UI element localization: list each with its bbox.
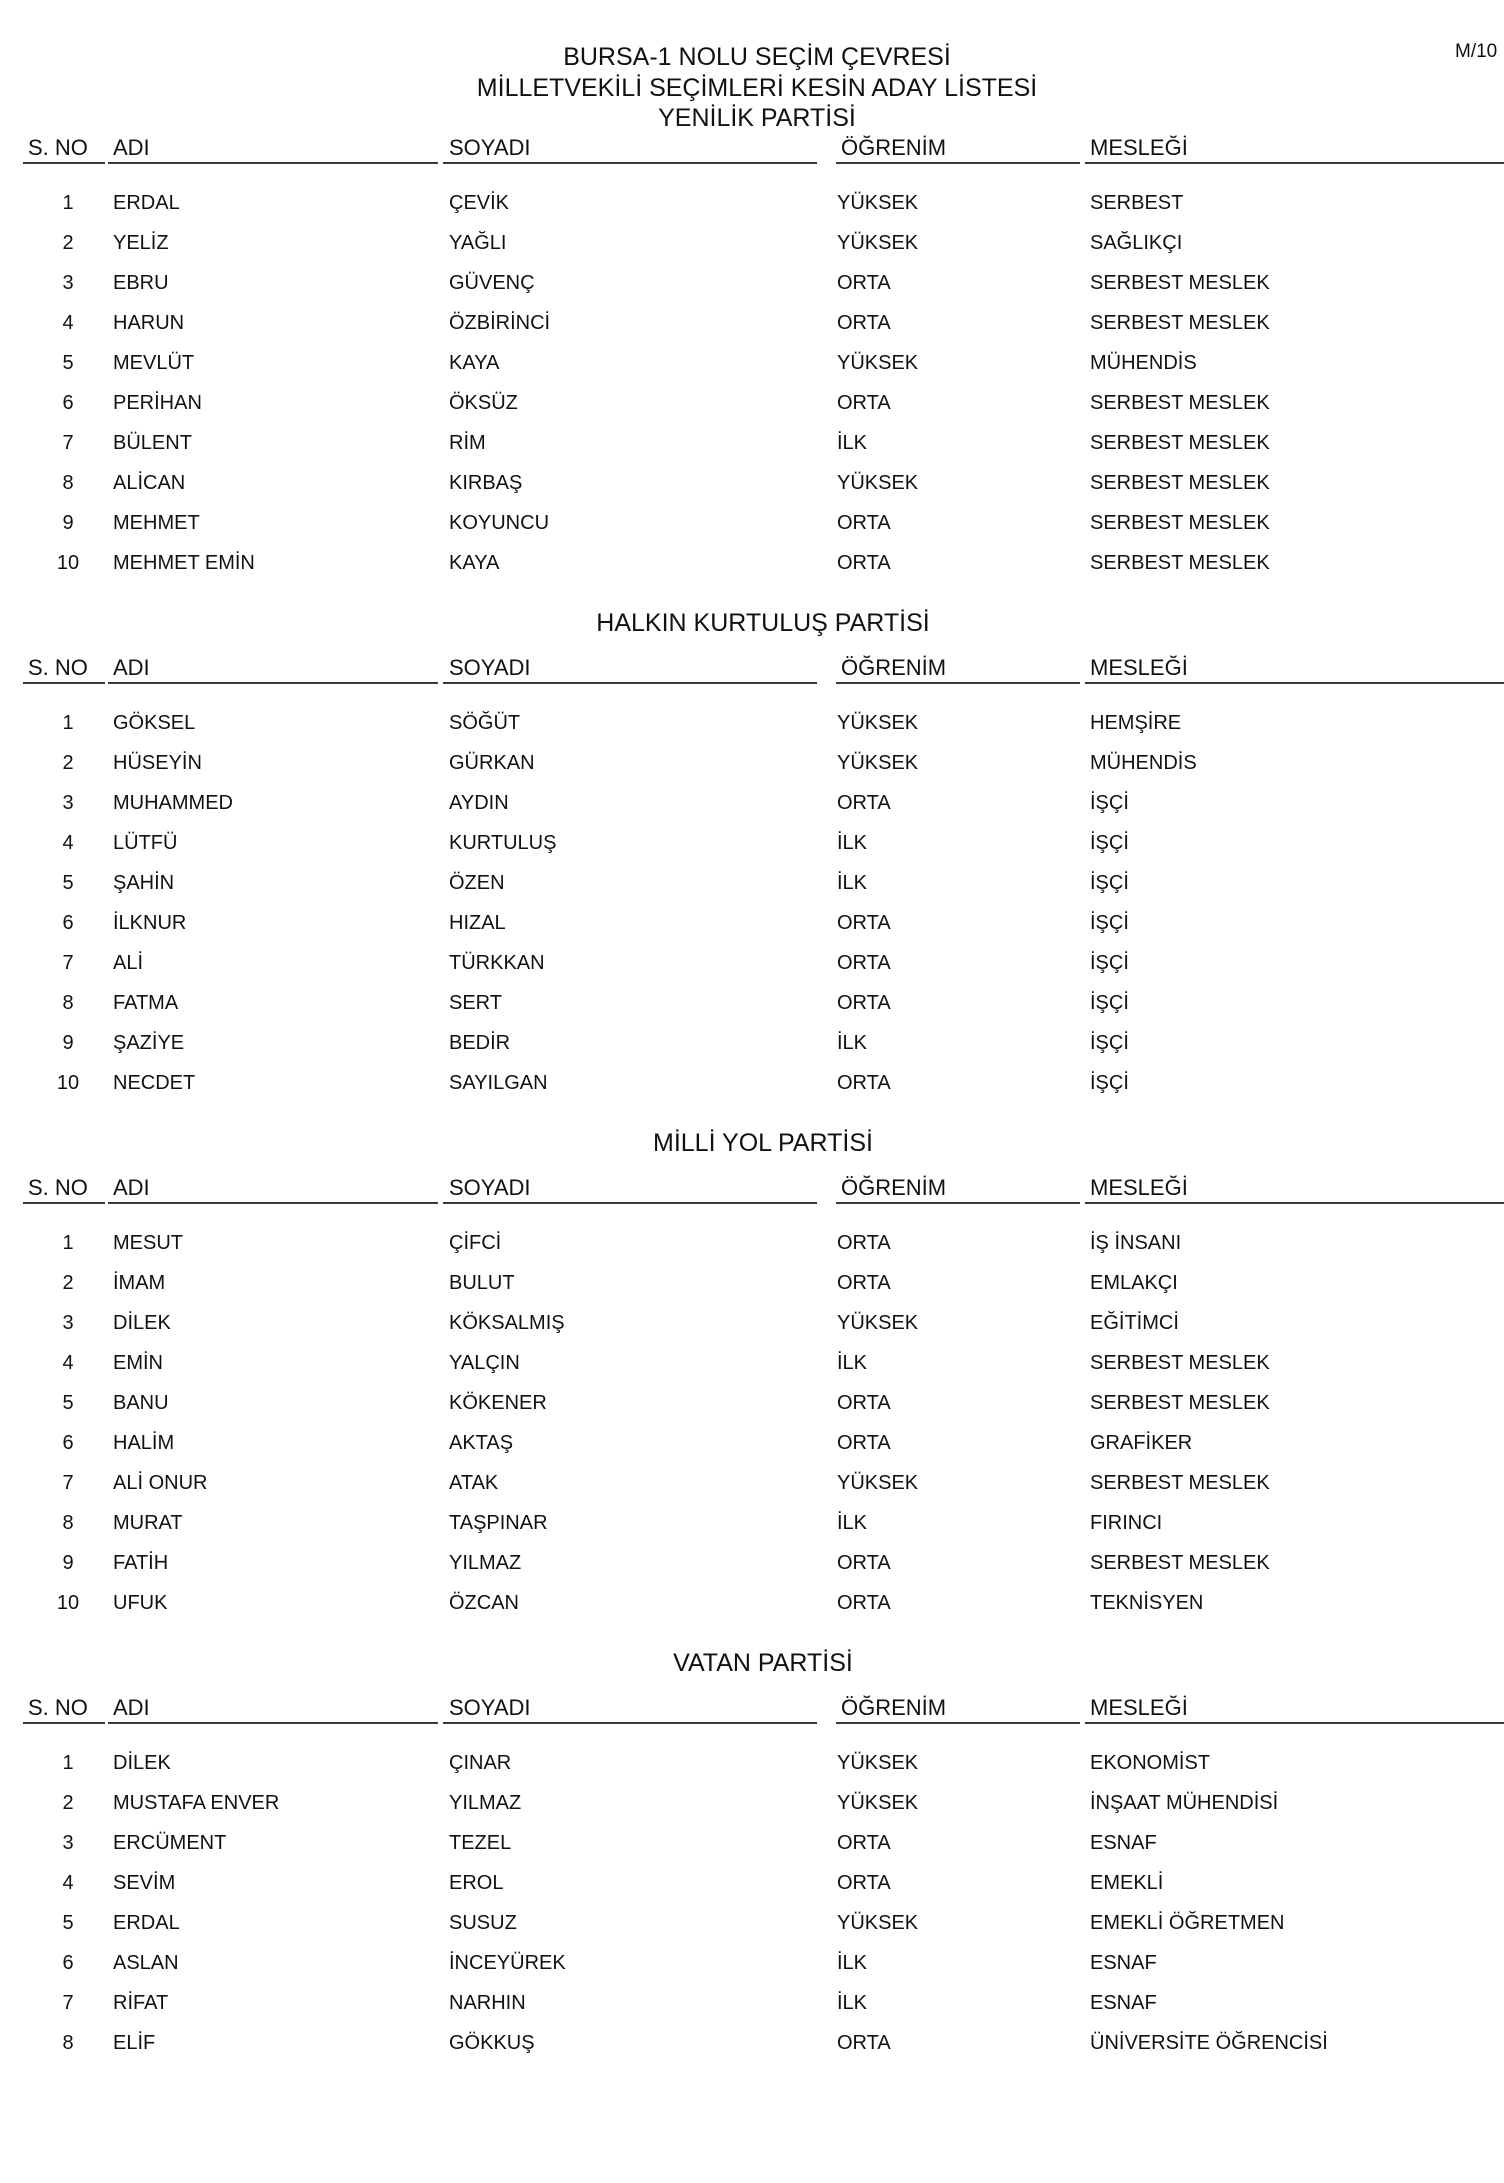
candidate-no: 5 [62,872,74,894]
candidate-education: YÜKSEK [837,1472,919,1494]
candidate-row [0,783,1504,823]
candidate-no: 6 [62,392,74,414]
candidate-occupation: İŞÇİ [1090,952,1129,974]
candidate-last-name: YILMAZ [449,1552,522,1574]
candidate-row [0,823,1504,863]
candidate-education: ORTA [837,512,891,534]
candidate-first-name: ŞAZİYE [113,1032,185,1054]
candidate-education: ORTA [837,392,891,414]
candidate-no: 10 [56,1072,80,1094]
candidate-no: 7 [62,1472,74,1494]
candidate-row [0,1023,1504,1063]
candidate-no: 1 [62,1752,74,1774]
candidate-first-name: MURAT [113,1512,183,1534]
candidate-row [0,2023,1504,2063]
candidate-occupation: TEKNİSYEN [1090,1592,1204,1614]
candidate-first-name: YELİZ [113,232,169,254]
candidate-no: 1 [62,192,74,214]
candidate-first-name: ASLAN [113,1952,179,1974]
candidate-no: 7 [62,1992,74,2014]
candidate-occupation: SERBEST MESLEK [1090,1392,1270,1414]
candidate-education: ORTA [837,992,891,1014]
candidate-education: ORTA [837,1232,891,1254]
candidate-occupation: İNŞAAT MÜHENDİSİ [1090,1792,1279,1814]
candidate-last-name: AKTAŞ [449,1432,514,1454]
candidate-occupation: SERBEST MESLEK [1090,392,1270,414]
candidate-row [0,1983,1504,2023]
candidate-last-name: TEZEL [449,1832,512,1854]
candidate-last-name: ÖZBİRİNCİ [449,312,551,334]
candidate-occupation: EMEKLİ [1090,1872,1164,1894]
candidate-occupation: SERBEST MESLEK [1090,312,1270,334]
candidate-no: 8 [62,472,74,494]
candidate-education: ORTA [837,1272,891,1294]
candidate-first-name: BANU [113,1392,169,1414]
column-header-no: S. NO [28,1695,88,1720]
candidate-occupation: EMLAKÇI [1090,1272,1178,1294]
candidate-first-name: MEHMET [113,512,200,534]
candidate-row [0,903,1504,943]
candidate-occupation: İŞÇİ [1090,912,1129,934]
party-section-1 [0,103,1504,623]
candidate-row [0,1783,1504,1823]
candidate-last-name: GÜRKAN [449,752,535,774]
candidate-education: ORTA [837,912,891,934]
candidate-last-name: AYDIN [449,792,509,814]
candidate-last-name: KÖKSALMIŞ [449,1312,565,1334]
candidate-row [0,1423,1504,1463]
candidate-row [0,503,1504,543]
candidate-first-name: MUHAMMED [113,792,233,814]
column-header-ogrenim: ÖĞRENİM [841,135,947,160]
header-underline-ogrenim [836,1202,1080,1204]
candidate-first-name: MEVLÜT [113,352,195,374]
candidate-no: 7 [62,952,74,974]
candidate-education: İLK [837,1032,868,1054]
candidate-row [0,543,1504,583]
candidate-first-name: DİLEK [113,1312,171,1334]
candidate-occupation: SERBEST MESLEK [1090,1552,1270,1574]
candidate-first-name: EBRU [113,272,169,294]
candidate-occupation: SERBEST MESLEK [1090,272,1270,294]
candidate-no: 9 [62,512,74,534]
column-header-soyadi: SOYADI [449,1695,531,1720]
candidate-occupation: SERBEST MESLEK [1090,432,1270,454]
column-header-no: S. NO [28,135,88,160]
party-title: MİLLİ YOL PARTİSİ [653,1129,873,1157]
header-underline-no [23,682,105,684]
header-underline-soyadi [443,682,817,684]
header-underline-meslek [1085,162,1504,164]
party-title: YENİLİK PARTİSİ [658,104,856,132]
candidate-last-name: KOYUNCU [449,512,550,534]
party-title: VATAN PARTİSİ [673,1649,853,1677]
candidate-no: 6 [62,1952,74,1974]
candidate-last-name: NARHIN [449,1992,526,2014]
candidate-education: ORTA [837,792,891,814]
candidate-occupation: SERBEST MESLEK [1090,1472,1270,1494]
candidate-first-name: LÜTFÜ [113,832,178,854]
candidate-first-name: ERDAL [113,192,180,214]
candidate-education: ORTA [837,1072,891,1094]
candidate-education: ORTA [837,312,891,334]
column-header-adi: ADI [113,135,150,160]
candidate-occupation: İŞÇİ [1090,1032,1129,1054]
candidate-occupation: SERBEST MESLEK [1090,512,1270,534]
candidate-last-name: SAYILGAN [449,1072,548,1094]
header-underline-ogrenim [836,682,1080,684]
column-header-adi: ADI [113,1175,150,1200]
column-header-ogrenim: ÖĞRENİM [841,1175,947,1200]
candidate-first-name: İLKNUR [113,912,187,934]
candidate-no: 8 [62,992,74,1014]
candidate-first-name: ALİ ONUR [113,1472,208,1494]
candidate-row [0,263,1504,303]
candidate-education: YÜKSEK [837,1312,919,1334]
candidate-first-name: FATİH [113,1552,169,1574]
candidate-first-name: MEHMET EMİN [113,552,255,574]
candidate-no: 8 [62,2032,74,2054]
candidate-no: 4 [62,1352,74,1374]
header-underline-meslek [1085,1202,1504,1204]
candidate-first-name: ALİ [113,952,144,974]
candidate-occupation: İŞÇİ [1090,832,1129,854]
candidate-row [0,703,1504,743]
candidate-education: YÜKSEK [837,472,919,494]
candidate-no: 3 [62,1312,74,1334]
candidate-education: ORTA [837,552,891,574]
candidate-row [0,1583,1504,1623]
candidate-occupation: İŞ İNSANI [1090,1232,1182,1254]
party-section-3 [0,1129,1504,1663]
candidate-last-name: ÇINAR [449,1752,512,1774]
candidate-occupation: EĞİTİMCİ [1090,1312,1179,1334]
candidate-no: 1 [62,712,74,734]
candidate-last-name: SÖĞÜT [449,712,521,734]
candidate-row [0,1743,1504,1783]
candidate-no: 8 [62,1512,74,1534]
column-header-no: S. NO [28,655,88,680]
candidate-row [0,1303,1504,1343]
header-underline-no [23,162,105,164]
candidate-last-name: GÖKKUŞ [449,2032,535,2054]
column-header-ogrenim: ÖĞRENİM [841,1695,947,1720]
candidate-education: ORTA [837,1832,891,1854]
candidate-occupation: ESNAF [1090,1952,1157,1974]
candidate-last-name: SERT [449,992,502,1014]
header-underline-adi [108,162,438,164]
candidate-first-name: EMİN [113,1352,163,1374]
candidate-education: İLK [837,1952,868,1974]
candidate-last-name: EROL [449,1872,504,1894]
candidate-no: 4 [62,832,74,854]
candidate-row [0,1903,1504,1943]
header-underline-no [23,1722,105,1724]
candidate-last-name: KAYA [449,352,500,374]
candidate-last-name: HIZAL [449,912,506,934]
candidate-education: ORTA [837,1872,891,1894]
candidate-no: 3 [62,792,74,814]
candidate-first-name: UFUK [113,1592,168,1614]
candidate-occupation: İŞÇİ [1090,1072,1129,1094]
candidate-last-name: KÖKENER [449,1392,547,1414]
header-underline-ogrenim [836,162,1080,164]
candidate-first-name: DİLEK [113,1752,171,1774]
candidate-education: İLK [837,872,868,894]
candidate-education: İLK [837,1992,868,2014]
header-underline-adi [108,1202,438,1204]
candidate-occupation: ÜNİVERSİTE ÖĞRENCİSİ [1090,2032,1328,2054]
candidate-education: YÜKSEK [837,712,919,734]
candidate-first-name: ELİF [113,2032,156,2054]
candidate-no: 1 [62,1232,74,1254]
candidate-last-name: KURTULUŞ [449,832,557,854]
candidate-last-name: YILMAZ [449,1792,522,1814]
header-underline-meslek [1085,682,1504,684]
candidate-last-name: KAYA [449,552,500,574]
candidate-first-name: HALİM [113,1432,175,1454]
candidate-last-name: ÖZCAN [449,1592,519,1614]
candidate-education: ORTA [837,272,891,294]
candidate-no: 2 [62,232,74,254]
candidate-occupation: SERBEST MESLEK [1090,1352,1270,1374]
page-id: M/10 [1455,41,1498,62]
column-header-soyadi: SOYADI [449,655,531,680]
candidate-last-name: TAŞPINAR [449,1512,548,1534]
column-header-meslek: MESLEĞİ [1090,135,1188,160]
party-title: HALKIN KURTULUŞ PARTİSİ [596,609,930,637]
candidate-education: ORTA [837,1592,891,1614]
header-underline-meslek [1085,1722,1504,1724]
candidate-education: YÜKSEK [837,192,919,214]
candidate-no: 10 [56,1592,80,1614]
candidate-first-name: PERİHAN [113,392,202,414]
party-section-4 [0,1649,1504,2183]
column-header-soyadi: SOYADI [449,135,531,160]
candidate-first-name: SEVİM [113,1872,176,1894]
candidate-no: 10 [56,552,80,574]
party-section-2 [0,609,1504,1143]
header-underline-soyadi [443,1722,817,1724]
candidate-last-name: YAĞLI [449,232,507,254]
candidate-occupation: EKONOMİST [1090,1752,1211,1774]
candidate-no: 9 [62,1032,74,1054]
candidate-first-name: MESUT [113,1232,183,1254]
candidate-row [0,1863,1504,1903]
candidate-row [0,303,1504,343]
candidate-row [0,743,1504,783]
candidate-occupation: SAĞLIKÇI [1090,232,1183,254]
candidate-education: YÜKSEK [837,1792,919,1814]
candidate-row [0,463,1504,503]
candidate-no: 7 [62,432,74,454]
candidate-occupation: İŞÇİ [1090,992,1129,1014]
header-underline-soyadi [443,162,817,164]
column-header-no: S. NO [28,1175,88,1200]
candidate-last-name: YALÇIN [449,1352,520,1374]
candidate-no: 2 [62,1272,74,1294]
candidate-last-name: RİM [449,432,486,454]
candidate-education: YÜKSEK [837,752,919,774]
document-title-line-2: MİLLETVEKİLİ SEÇİMLERİ KESİN ADAY LİSTESİ [476,74,1038,102]
column-header-adi: ADI [113,1695,150,1720]
column-header-meslek: MESLEĞİ [1090,655,1188,680]
candidate-last-name: TÜRKKAN [449,952,545,974]
candidate-occupation: SERBEST MESLEK [1090,552,1270,574]
header-underline-soyadi [443,1202,817,1204]
candidate-first-name: ERCÜMENT [113,1832,227,1854]
candidate-row [0,1343,1504,1383]
candidate-education: YÜKSEK [837,352,919,374]
candidate-row [0,863,1504,903]
candidate-occupation: FIRINCI [1090,1512,1163,1534]
candidate-first-name: HARUN [113,312,185,334]
candidate-education: İLK [837,832,868,854]
candidate-first-name: HÜSEYİN [113,752,202,774]
candidate-row [0,1463,1504,1503]
candidate-occupation: GRAFİKER [1090,1432,1193,1454]
document-title-line-1: BURSA-1 NOLU SEÇİM ÇEVRESİ [563,43,951,71]
candidate-row [0,1063,1504,1103]
candidate-first-name: MUSTAFA ENVER [113,1792,280,1814]
header-underline-no [23,1202,105,1204]
candidate-last-name: SUSUZ [449,1912,517,1934]
candidate-first-name: ERDAL [113,1912,180,1934]
candidate-row [0,983,1504,1023]
column-header-soyadi: SOYADI [449,1175,531,1200]
candidate-no: 9 [62,1552,74,1574]
candidate-education: İLK [837,1512,868,1534]
candidate-education: ORTA [837,1392,891,1414]
candidate-no: 2 [62,752,74,774]
candidate-row [0,1543,1504,1583]
candidate-education: ORTA [837,952,891,974]
candidate-occupation: İŞÇİ [1090,792,1129,814]
column-header-meslek: MESLEĞİ [1090,1695,1188,1720]
header-underline-adi [108,1722,438,1724]
candidate-education: İLK [837,1352,868,1374]
candidate-no: 6 [62,1432,74,1454]
candidate-last-name: ATAK [449,1472,499,1494]
candidate-no: 5 [62,1912,74,1934]
candidate-first-name: NECDET [113,1072,196,1094]
candidate-first-name: BÜLENT [113,432,192,454]
candidate-first-name: ŞAHİN [113,872,175,894]
column-header-meslek: MESLEĞİ [1090,1175,1188,1200]
candidate-last-name: ÖZEN [449,872,505,894]
candidate-row [0,943,1504,983]
candidate-occupation: HEMŞİRE [1090,712,1182,734]
candidate-no: 5 [62,1392,74,1414]
candidate-first-name: RİFAT [113,1992,169,2014]
candidate-occupation: ESNAF [1090,1832,1157,1854]
candidate-education: YÜKSEK [837,232,919,254]
candidate-no: 5 [62,352,74,374]
candidate-row [0,1263,1504,1303]
candidate-education: ORTA [837,2032,891,2054]
candidate-last-name: ÇİFCİ [449,1232,502,1254]
candidate-row [0,223,1504,263]
candidate-last-name: BULUT [449,1272,515,1294]
header-underline-adi [108,682,438,684]
candidate-occupation: ESNAF [1090,1992,1157,2014]
candidate-first-name: GÖKSEL [113,712,196,734]
candidate-no: 3 [62,1832,74,1854]
candidate-occupation: İŞÇİ [1090,872,1129,894]
candidate-occupation: MÜHENDİS [1090,752,1197,774]
candidate-education: İLK [837,432,868,454]
candidate-last-name: İNCEYÜREK [449,1952,566,1974]
column-header-adi: ADI [113,655,150,680]
candidate-education: YÜKSEK [837,1752,919,1774]
header-underline-ogrenim [836,1722,1080,1724]
candidate-last-name: KIRBAŞ [449,472,523,494]
candidate-row [0,1383,1504,1423]
candidate-no: 3 [62,272,74,294]
candidate-first-name: İMAM [113,1272,166,1294]
candidate-no: 4 [62,1872,74,1894]
candidate-first-name: FATMA [113,992,179,1014]
candidate-row [0,1223,1504,1263]
candidate-occupation: SERBEST MESLEK [1090,472,1270,494]
candidate-no: 4 [62,312,74,334]
candidate-occupation: MÜHENDİS [1090,352,1197,374]
candidate-education: ORTA [837,1432,891,1454]
candidate-occupation: EMEKLİ ÖĞRETMEN [1090,1912,1285,1934]
candidate-last-name: GÜVENÇ [449,272,535,294]
candidate-occupation: SERBEST [1090,192,1184,214]
candidate-no: 2 [62,1792,74,1814]
candidate-no: 6 [62,912,74,934]
candidate-row [0,423,1504,463]
candidate-education: ORTA [837,1552,891,1574]
candidate-row [0,1503,1504,1543]
candidate-row [0,343,1504,383]
candidate-row [0,1823,1504,1863]
candidate-row [0,1943,1504,1983]
candidate-last-name: ÖKSÜZ [449,392,518,414]
candidate-first-name: ALİCAN [113,472,186,494]
candidate-last-name: BEDİR [449,1032,511,1054]
candidate-row [0,383,1504,423]
candidate-row [0,183,1504,223]
candidate-last-name: ÇEVİK [449,192,510,214]
candidate-education: YÜKSEK [837,1912,919,1934]
column-header-ogrenim: ÖĞRENİM [841,655,947,680]
